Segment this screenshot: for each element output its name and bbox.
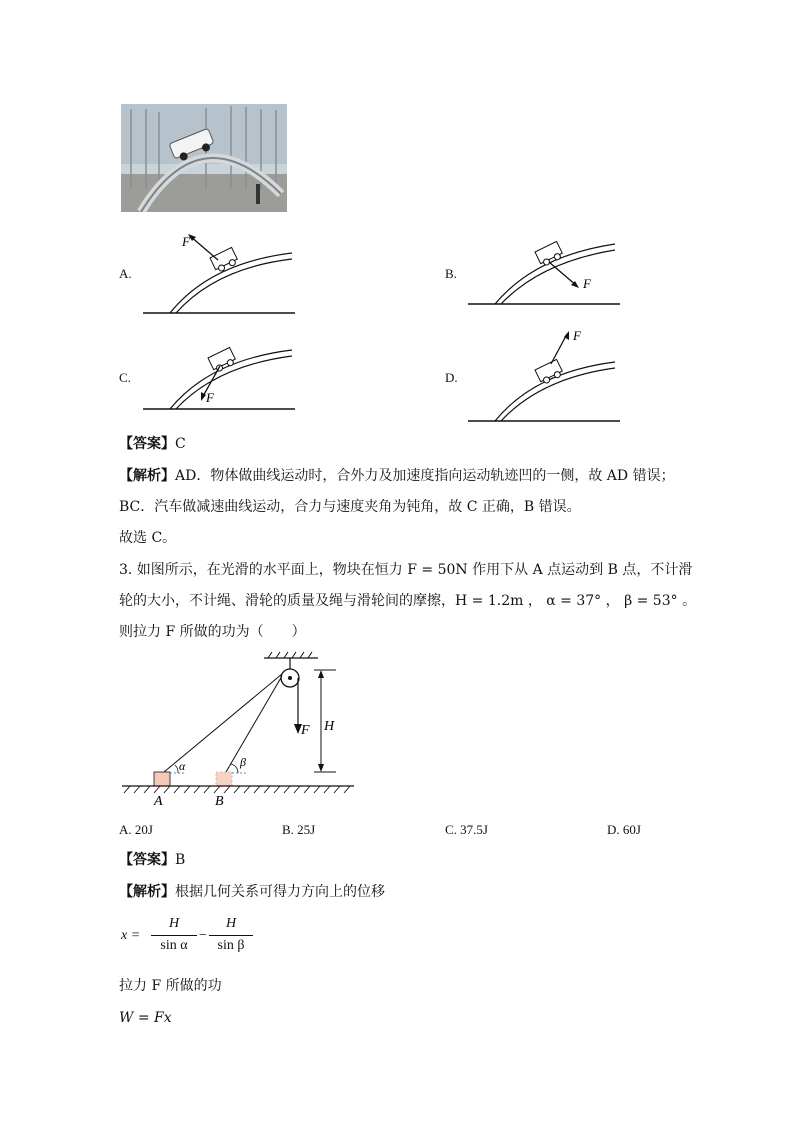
force-label: F — [583, 276, 591, 291]
option-b-diagram — [465, 238, 625, 308]
option-b-label: B. — [445, 266, 457, 281]
svg-text:A: A — [154, 794, 163, 808]
q3-pulley-figure — [118, 648, 360, 808]
q2-analysis-1: 【解析】AD．物体做曲线运动时，合外力及加速度指向运动轨迹凹的一侧，故 AD 错误； — [119, 468, 675, 484]
q2-answer: 【答案】C — [119, 436, 186, 452]
q3-answer: 【答案】B — [119, 852, 186, 868]
svg-text:H: H — [324, 719, 335, 734]
svg-text:α: α — [179, 759, 186, 773]
option-a-label: A. — [119, 266, 132, 281]
q3-stem-3: 则拉力 F 所做的功为（ ） — [119, 624, 306, 640]
choice-c: C. 37.5J — [445, 822, 488, 837]
q3-analysis: 【解析】根据几何关系可得力方向上的位移 — [119, 884, 385, 900]
car-ramp-photo — [121, 104, 287, 212]
option-d-label: D. — [445, 370, 458, 385]
work-formula: W = Fx — [119, 1010, 172, 1026]
q2-conclusion: 故选 C。 — [119, 530, 177, 546]
svg-text:F: F — [301, 723, 310, 738]
option-d-diagram — [465, 324, 625, 426]
q3-stem-2: 轮的大小，不计绳、滑轮的质量及绳与滑轮间的摩擦，H = 1.2m ， α = 37° ， β = 53° 。 — [119, 593, 697, 609]
choice-a: A. 20J — [119, 822, 153, 837]
displacement-formula: x = H sin α − H sin β — [121, 912, 251, 960]
q3-stem-1: 3. 如图所示，在光滑的水平面上，物块在恒力 F = 50N 作用下从 A 点运动到 B 点，不计滑 — [119, 562, 693, 578]
block-b — [216, 772, 232, 786]
choice-b: B. 25J — [282, 822, 316, 837]
svg-text:B: B — [215, 794, 224, 808]
force-label: F — [206, 390, 214, 405]
q2-analysis-2: BC．汽车做减速曲线运动，合力与速度夹角为钝角，故 C 正确，B 错误。 — [119, 499, 581, 515]
option-c-diagram — [140, 342, 300, 414]
force-label: F — [573, 328, 581, 343]
force-label: F — [182, 234, 190, 249]
option-c-label: C. — [119, 370, 131, 385]
work-text: 拉力 F 所做的功 — [119, 978, 222, 994]
block-a — [154, 772, 170, 786]
option-a-diagram — [140, 228, 300, 318]
svg-text:β: β — [240, 755, 246, 769]
choice-d: D. 60J — [607, 822, 641, 837]
